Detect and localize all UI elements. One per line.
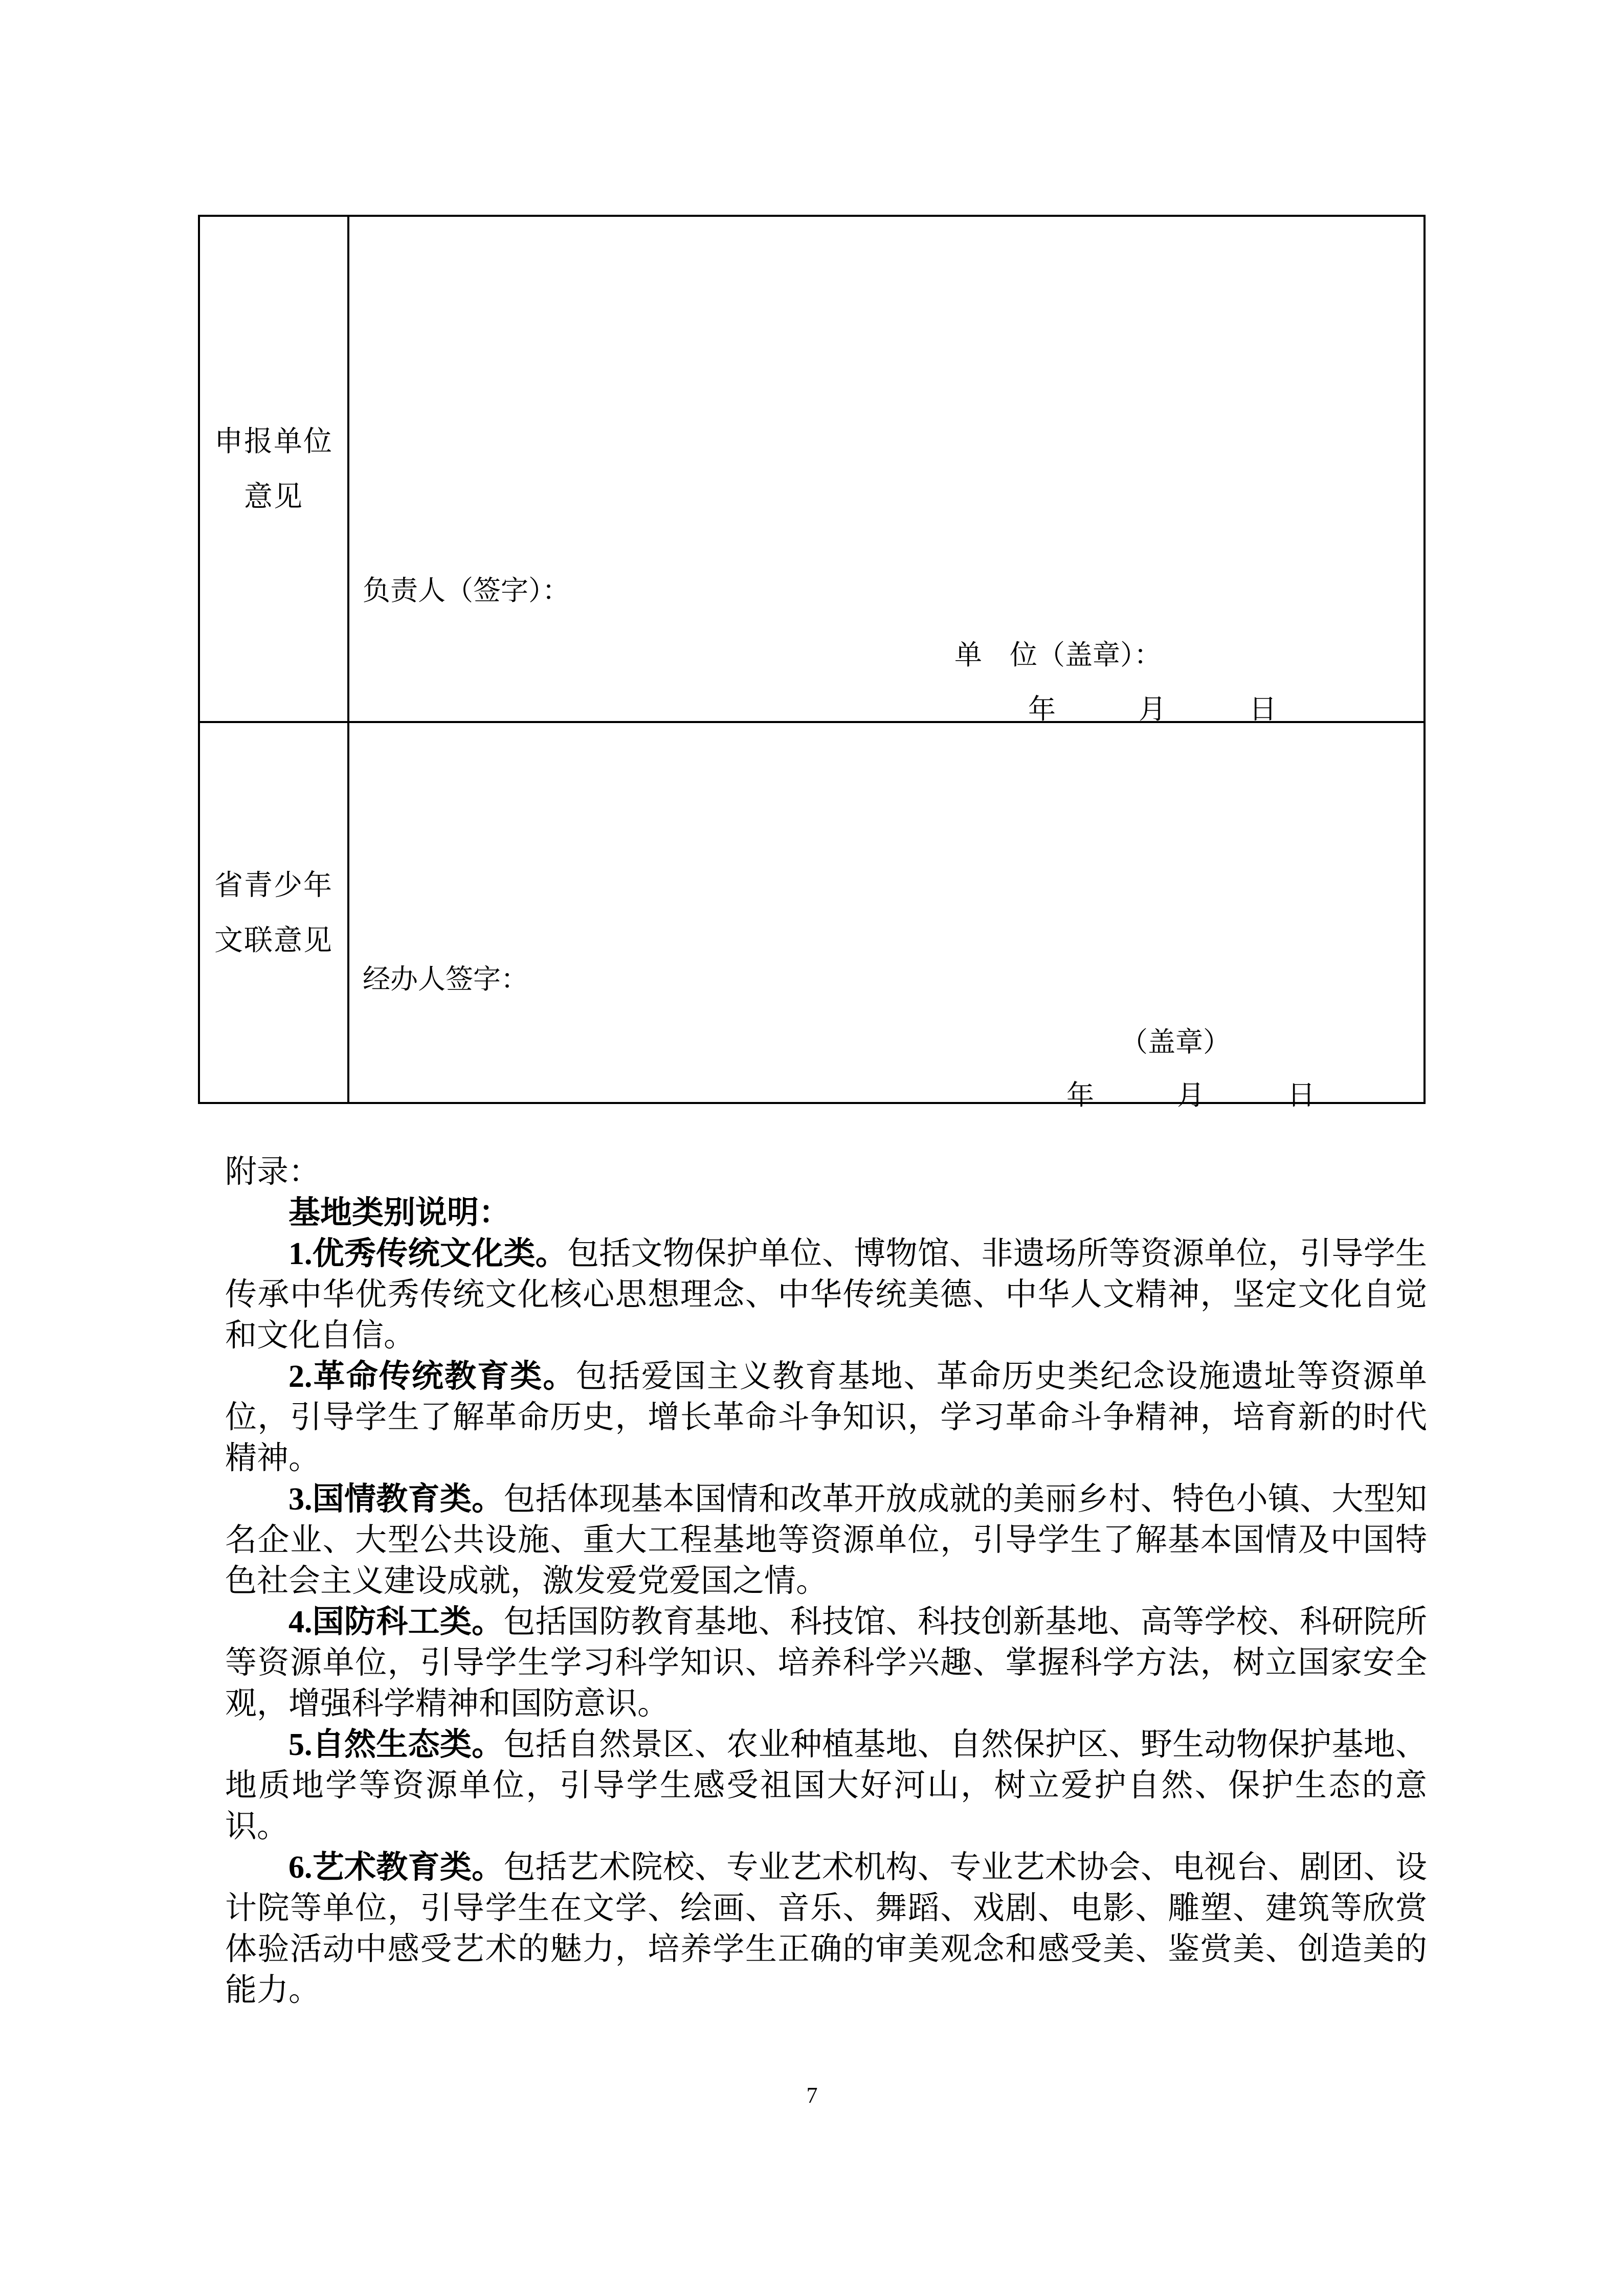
applicant-unit-opinion-cell (349, 217, 1423, 723)
handler-signature-label: 经办人签字： (363, 964, 528, 995)
category-description: 包括爱国主义教育基地、革命历史类纪念设施遗址等资源单位，引导学生了解革命历史，增长革命斗争知识，学习革命斗争精神，培育新的时代精神。 (225, 1359, 1427, 1476)
unit-stamp-label: 单 位（盖章）： (954, 640, 1162, 670)
category-name: 4.国防科工类。 (288, 1605, 504, 1639)
appendix-subtitle: 基地类别说明： (288, 1196, 511, 1230)
category-name: 3.国情教育类。 (288, 1482, 504, 1517)
provincial-federation-line1: 省青少年 (214, 868, 333, 901)
opinion-table (198, 215, 1426, 1111)
appendix-item (225, 1724, 1427, 1847)
category-name: 5.自然生态类。 (288, 1727, 504, 1762)
applicant-unit-opinion-label (200, 217, 349, 723)
applicant-unit-opinion-line1: 申报单位 (214, 425, 333, 457)
page-number: 7 (806, 2083, 818, 2108)
category-name: 2.革命传统教育类。 (288, 1359, 576, 1394)
category-description: 包括国防教育基地、科技馆、科技创新基地、高等学校、科研院所等资源单位，引导学生学习科学知识、培养科学兴趣、掌握科学方法，树立国家安全观，增强科学精神和国防意识。 (225, 1605, 1427, 1721)
date-line-row1: 年 月 日 (1028, 694, 1277, 725)
stamp-label: （盖章） (1120, 1027, 1231, 1057)
category-name: 1.优秀传统文化类。 (288, 1236, 567, 1271)
date-line-row2: 年 月 日 (1066, 1080, 1315, 1111)
appendix-item (225, 1233, 1427, 1356)
appendix-section (225, 1152, 1427, 2011)
responsible-person-signature-label: 负责人（签字）： (363, 575, 570, 606)
provincial-youth-federation-opinion-cell (349, 723, 1423, 1111)
applicant-unit-opinion-line2: 意见 (244, 480, 303, 512)
category-description: 包括文物保护单位、博物馆、非遗场所等资源单位，引导学生传承中华优秀传统文化核心思想理念、中华传统美德、中华人文精神，坚定文化自觉和文化自信。 (225, 1236, 1427, 1353)
category-description: 包括自然景区、农业种植基地、自然保护区、野生动物保护基地、地质地学等资源单位，引导学生感受祖国大好河山，树立爱护自然、保护生态的意识。 (225, 1727, 1427, 1844)
category-name: 6.艺术教育类。 (288, 1850, 504, 1885)
appendix-title: 附录： (225, 1155, 321, 1189)
provincial-federation-line2: 文联意见 (214, 924, 333, 956)
category-description: 包括艺术院校、专业艺术机构、专业艺术协会、电视台、剧团、设计院等单位，引导学生在文学、绘画、音乐、舞蹈、戏剧、电影、雕塑、建筑等欣赏体验活动中感受艺术的魅力，培养学生正确的审美观念和感受美、鉴赏美、创造美的能力。 (225, 1850, 1427, 2008)
appendix-item (225, 1479, 1427, 1602)
provincial-youth-federation-opinion-label (200, 723, 349, 1102)
appendix-item (225, 1602, 1427, 1724)
category-description: 包括体现基本国情和改革开放成就的美丽乡村、特色小镇、大型知名企业、大型公共设施、重大工程基地等资源单位，引导学生了解基本国情及中国特色社会主义建设成就，激发爱党爱国之情。 (225, 1482, 1427, 1599)
appendix-item (225, 1356, 1427, 1479)
appendix-item (225, 1847, 1427, 2011)
